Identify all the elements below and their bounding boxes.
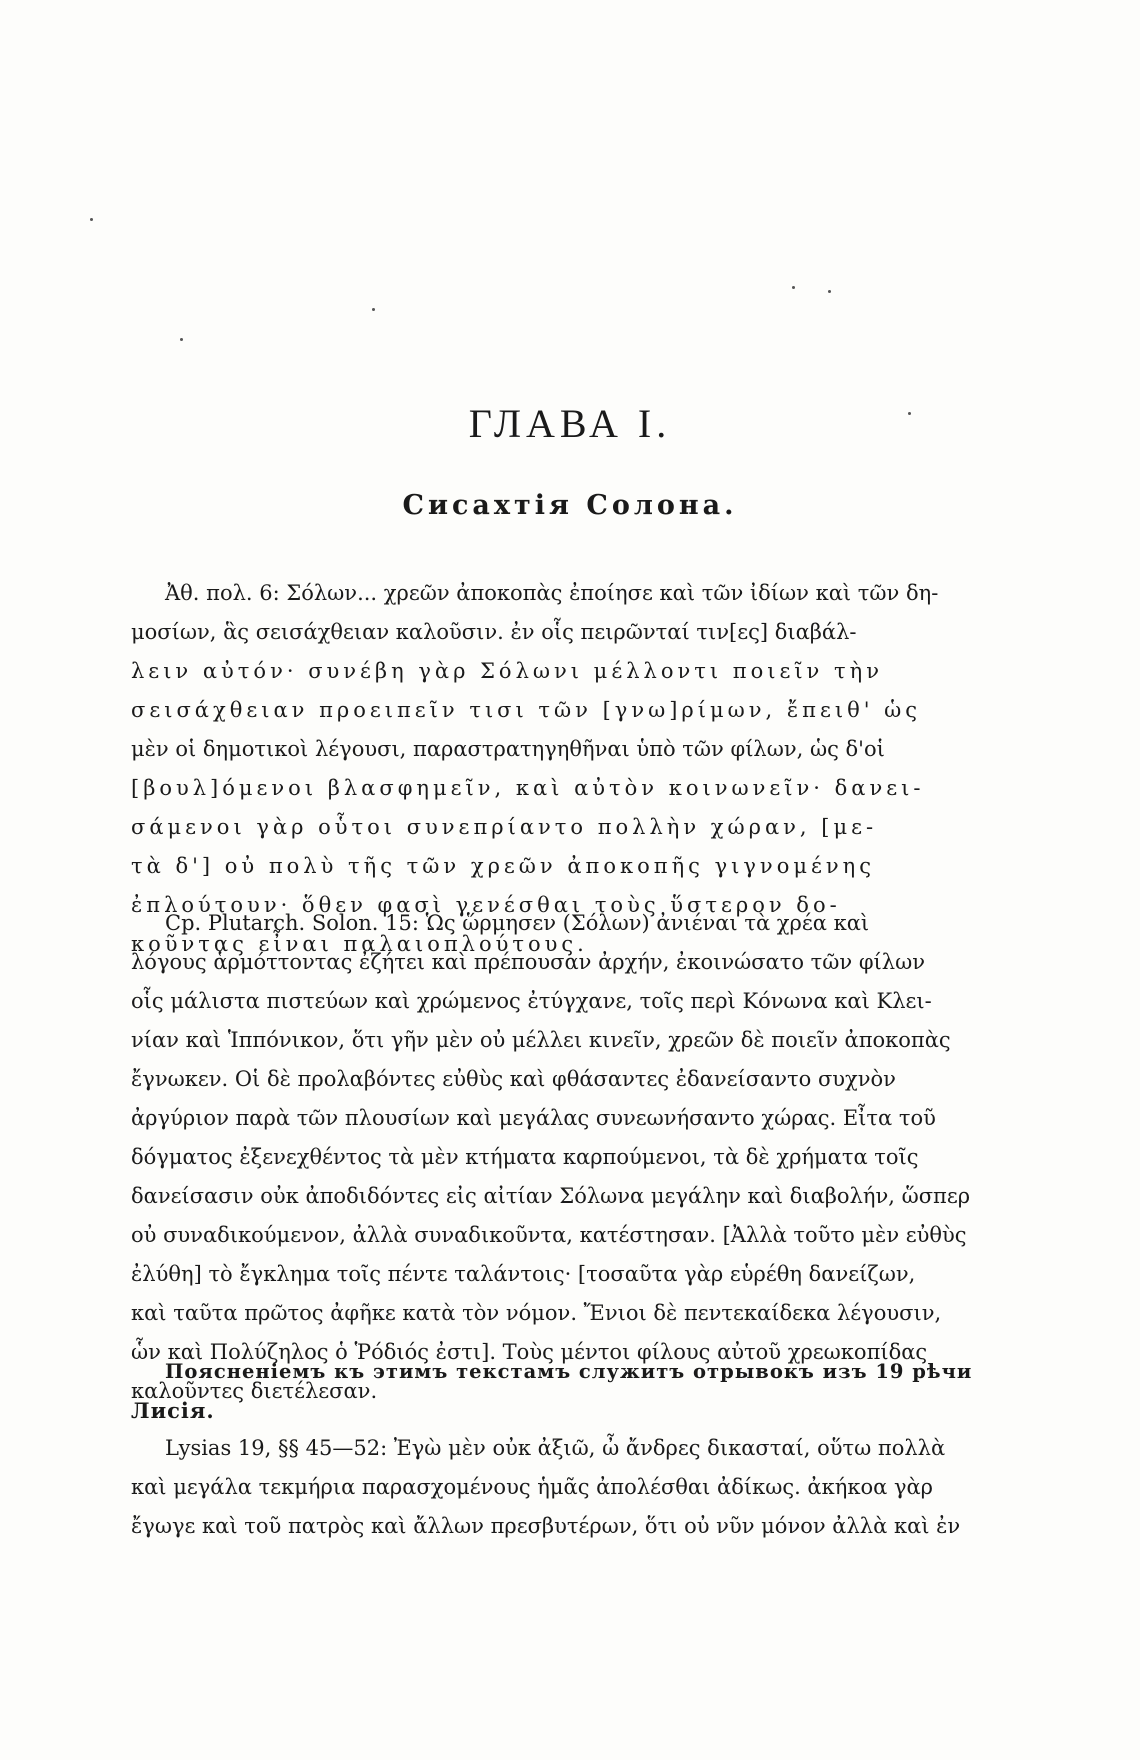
text-line: Lysias 19, §§ 45—52: Ἐγὼ μὲν οὐκ ἀξιῶ, ὦ ἄνδρες δικασταί, οὕτω πολλὰ [165,1436,946,1460]
text-line: τὰ δ'] οὐ πολὺ τῆς τῶν χρεῶν ἀποκοπῆς γιγνομένης [131,854,875,878]
scan-speck [792,286,795,289]
text-line: ἐλύθη] τὸ ἔγκλημα τοῖς πέντε ταλάντοις· [τοσαῦτα γὰρ εὑρέθη δανείζων, [131,1262,916,1286]
text-line: καὶ μεγάλα τεκμήρια παρασχομένους ἡμᾶς ἀπολέσθαι ἀδίκως. ἀκήκοα γὰρ [131,1475,934,1499]
text-line: ὧν καὶ Πολύζηλος ὁ Ῥόδιός ἐστι]. Τοὺς μέντοι φίλους αὐτοῦ χρεωκοπίδας [131,1340,928,1364]
scan-speck [90,218,93,221]
text-line: ἔγωγε καὶ τοῦ πατρὸς καὶ ἄλλων πρεσβυτέρων, ὅτι οὐ νῦν μόνον ἀλλὰ καὶ ἐν [131,1514,961,1538]
text-line: μοσίων, ἃς σεισάχθειαν καλοῦσιν. ἐν οἷς πειρῶνταί τιν[ες] διαβάλ- [131,620,857,644]
text-line: ἔγνωκεν. Οἱ δὲ προλαβόντες εὐθὺς καὶ φθάσαντες ἐδανείσαντο συχνὸν [131,1067,896,1091]
text-line: δόγματος ἐξενεχθέντος τὰ μὲν κτήματα καρπούμενοι, τὰ δὲ χρήματα τοῖς [131,1145,919,1169]
text-line: ἐπλούτουν· ὅθεν φασὶ γενέσθαι τοὺς ὕστερον δο- [131,893,841,917]
text-line: Cp. Plutarch. Solon. 15: Ὡς ὥρμησεν (Σόλων) ἀνιέναι τὰ χρέα καὶ [165,911,870,935]
text-line: ἀργύριον παρὰ τῶν πλουσίων καὶ μεγάλας συνεωνήσαντο χώρας. Εἶτα τοῦ [131,1106,936,1130]
plutarch-quote [131,904,981,1411]
text-line: καὶ ταῦτα πρῶτος ἀφῆκε κατὰ τὸν νόμον. Ἔνιοι δὲ πεντεκαίδεκα λέγουσιν, [131,1301,942,1325]
text-line: δανείσασιν οὐκ ἀποδιδόντες εἰς αἰτίαν Σόλωνα μεγάλην καὶ διαβολήν, ὥσπερ [131,1184,971,1208]
text-line: οὐ συναδικούμενον, ἀλλὰ συναδικοῦντα, κατέστησαν. [Ἀλλὰ τοῦτο μὲν εὐθὺς [131,1223,967,1247]
text-line: οἷς μάλιστα πιστεύων καὶ χρώμενος ἐτύγχανε, τοῖς περὶ Κόνωνα καὶ Κλει- [131,989,932,1013]
text-line: Ἀθ. πολ. 6: Σόλων... χρεῶν ἀποκοπὰς ἐποίησε καὶ τῶν ἰδίων καὶ τῶν δη- [165,581,939,605]
text-line: Поясненіемъ къ этимъ текстамъ служитъ отрывокъ изъ 19 рѣчи [165,1360,973,1383]
text-line: Лисія. [131,1398,215,1423]
scan-speck [180,338,183,341]
text-line: μὲν οἱ δημοτικοὶ λέγουσι, παραστρατηγηθῆναι ὑπὸ τῶν φίλων, ὡς δ'οἱ [131,737,885,761]
scan-speck [828,290,831,293]
chapter-subtitle: Сисахтія Солона. [402,490,738,521]
text-line: κοῦντας εἶναι παλαιοπλούτους. [131,932,588,956]
chapter-title: ГЛАВА I. [468,401,672,446]
explanatory-note [131,1352,981,1430]
text-line: νίαν καὶ Ἱππόνικον, ὅτι γῆν μὲν οὐ μέλλει κινεῖν, χρεῶν δὲ ποιεῖν ἀποκοπὰς [131,1028,951,1052]
text-line: [βουλ]όμενοι βλασφημεῖν, καὶ αὐτὸν κοινωνεῖν· δανει- [131,776,925,800]
lysias-quote [131,1429,981,1546]
text-line: καλοῦντες διετέλεσαν. [131,1379,378,1403]
text-line: σάμενοι γὰρ οὗτοι συνεπρίαντο πολλὴν χώραν, [με- [131,815,878,839]
text-line: λειν αὐτόν· συνέβη γὰρ Σόλωνι μέλλοντι ποιεῖν τὴν [131,659,883,683]
scan-speck [372,308,375,311]
text-line: λόγους ἁρμόττοντας ἐζήτει καὶ πρέπουσαν ἀρχήν, ἐκοινώσατο τῶν φίλων [131,950,925,974]
text-line: σεισάχθειαν προειπεῖν τισι τῶν [γνω]ρίμων, ἔπειθ' ὡς [131,698,922,722]
